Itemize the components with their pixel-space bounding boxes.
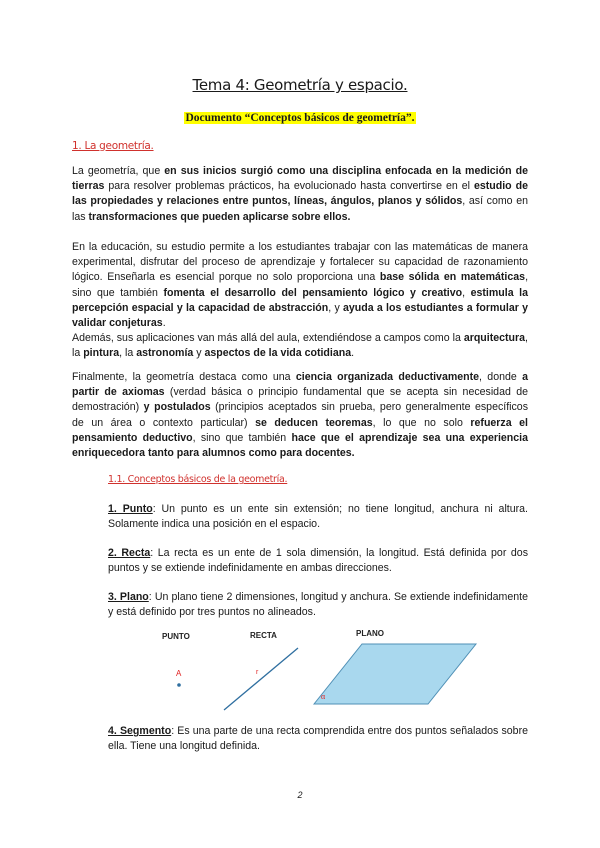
definition-label: 1. Punto bbox=[108, 503, 153, 515]
definition-text: : La recta es un ente de 1 sola dimensión, la longitud. Está definida por dos puntos y se extiende indefinidamente en ambas direcciones. bbox=[108, 547, 528, 575]
bold-text-run: refuerza el pensamiento deductivo bbox=[72, 416, 528, 444]
section-heading-geometria: 1. La geometría. bbox=[72, 140, 154, 152]
page-title: Tema 4: Geometría y espacio. bbox=[192, 76, 408, 94]
section-heading-conceptos: 1.1. Conceptos básicos de la geometría. bbox=[108, 474, 288, 485]
text-run: . bbox=[162, 317, 166, 330]
bold-text-run: a partir de axiomas bbox=[72, 371, 528, 399]
text-run: , sino que también bbox=[72, 271, 529, 299]
figure-drawing bbox=[140, 624, 540, 724]
text-run: para resolver problemas prácticos, ha evolucionado hasta convertirse en el bbox=[104, 180, 474, 193]
bold-text-run: aspectos de la vida cotidiana bbox=[204, 347, 352, 360]
text-run: (principios aceptados sin prueba, pero generalmente específicos de un área o contexto particular) bbox=[72, 401, 528, 429]
definition-text: : Un punto es un ente sin extensión; no tiene longitud, anchura ni altura. Solamente indica una posición en el espacio. bbox=[108, 503, 528, 531]
text-run: , sino que también bbox=[192, 431, 292, 444]
definition-text: : Un plano tiene 2 dimensiones, longitud y anchura. Se extiende indefinidamente y está definido por tres puntos no alineados. bbox=[108, 591, 528, 619]
bold-text-run: hace que el aprendizaje sea una experiencia enriquecedora tanto para alumnos como para docentes. bbox=[72, 431, 529, 460]
definition-plano bbox=[108, 590, 528, 620]
bold-text-run: estudio de las propiedades y relaciones entre puntos, líneas, ángulos, planos y sólidos bbox=[72, 180, 528, 208]
text-run: , la bbox=[72, 332, 528, 360]
bold-text-run: pintura bbox=[83, 347, 120, 360]
text-run: , donde bbox=[479, 371, 523, 383]
definition-label: 3. Plano bbox=[108, 591, 149, 603]
text-run: La geometría, que bbox=[72, 165, 165, 177]
text-run: y bbox=[193, 347, 205, 360]
bold-text-run: estimula la percepción espacial y la capacidad de abstracción bbox=[72, 286, 528, 314]
document-subtitle: Documento “Conceptos básicos de geometría”. bbox=[185, 112, 415, 124]
definition-segmento bbox=[108, 724, 528, 754]
plano-label: PLANO bbox=[356, 629, 384, 638]
bold-text-run: transformaciones que pueden aplicarse sobre ellos. bbox=[88, 210, 351, 223]
geometry-figure bbox=[140, 624, 540, 724]
bold-text-run: astronomía bbox=[136, 347, 194, 360]
bold-text-run: ciencia organizada deductivamente bbox=[295, 371, 480, 383]
text-run: (verdad básica o principio fundamental que se acepta sin necesidad de demostración) bbox=[72, 386, 528, 414]
text-run: Finalmente, la geometría destaca como una bbox=[72, 371, 296, 383]
text-run: , lo que no solo bbox=[372, 416, 471, 429]
paragraph-intro bbox=[72, 164, 528, 225]
subtitle-row bbox=[0, 108, 600, 126]
recta-label: RECTA bbox=[250, 631, 277, 640]
text-run: , y bbox=[328, 301, 344, 314]
point-dot bbox=[177, 683, 181, 687]
line-recta bbox=[224, 648, 298, 710]
bold-text-run: y postulados bbox=[143, 401, 211, 414]
text-run: En la educación, su estudio permite a los estudiantes trabajar con las matemáticas de manera experimental, disfrutar del proceso de aprendizaje y fortalecer su capacidad de razonamiento lógico. Enseñarla es esencial porque no solo proporciona una bbox=[72, 241, 528, 284]
text-run: , así como en las bbox=[72, 195, 529, 223]
punto-label: PUNTO bbox=[162, 632, 190, 641]
definition-punto bbox=[108, 502, 528, 532]
paragraph-deductive bbox=[72, 370, 528, 461]
bold-text-run: en sus inicios surgió como una disciplina enfocada en la medición de tierras bbox=[72, 165, 528, 193]
text-run: Además, sus aplicaciones van más allá del aula, extendiéndose a campos como la bbox=[72, 332, 464, 345]
point-letter: A bbox=[176, 669, 182, 678]
bold-text-run: base sólida en matemáticas bbox=[379, 271, 526, 284]
paragraph-education bbox=[72, 240, 528, 362]
plane-shape bbox=[314, 644, 476, 704]
line-letter: r bbox=[256, 669, 259, 676]
definition-text: : Es una parte de una recta comprendida entre dos puntos señalados sobre ella. Tiene una longitud definida. bbox=[108, 725, 528, 753]
definition-label: 2. Recta bbox=[108, 547, 151, 559]
definition-label: 4. Segmento bbox=[108, 725, 172, 737]
text-run: . bbox=[351, 347, 355, 360]
definition-recta bbox=[108, 546, 528, 576]
text-run: , la bbox=[119, 347, 137, 360]
bold-text-run: arquitectura bbox=[463, 332, 526, 345]
bold-text-run: ayuda a los estudiantes a formular y validar conjeturas bbox=[72, 301, 528, 330]
plane-letter: α bbox=[321, 692, 326, 701]
text-run: , bbox=[462, 286, 471, 299]
bold-text-run: fomenta el desarrollo del pensamiento lógico y creativo bbox=[163, 286, 463, 299]
bold-text-run: se deducen teoremas bbox=[255, 416, 373, 429]
page-number: 2 bbox=[297, 790, 303, 800]
